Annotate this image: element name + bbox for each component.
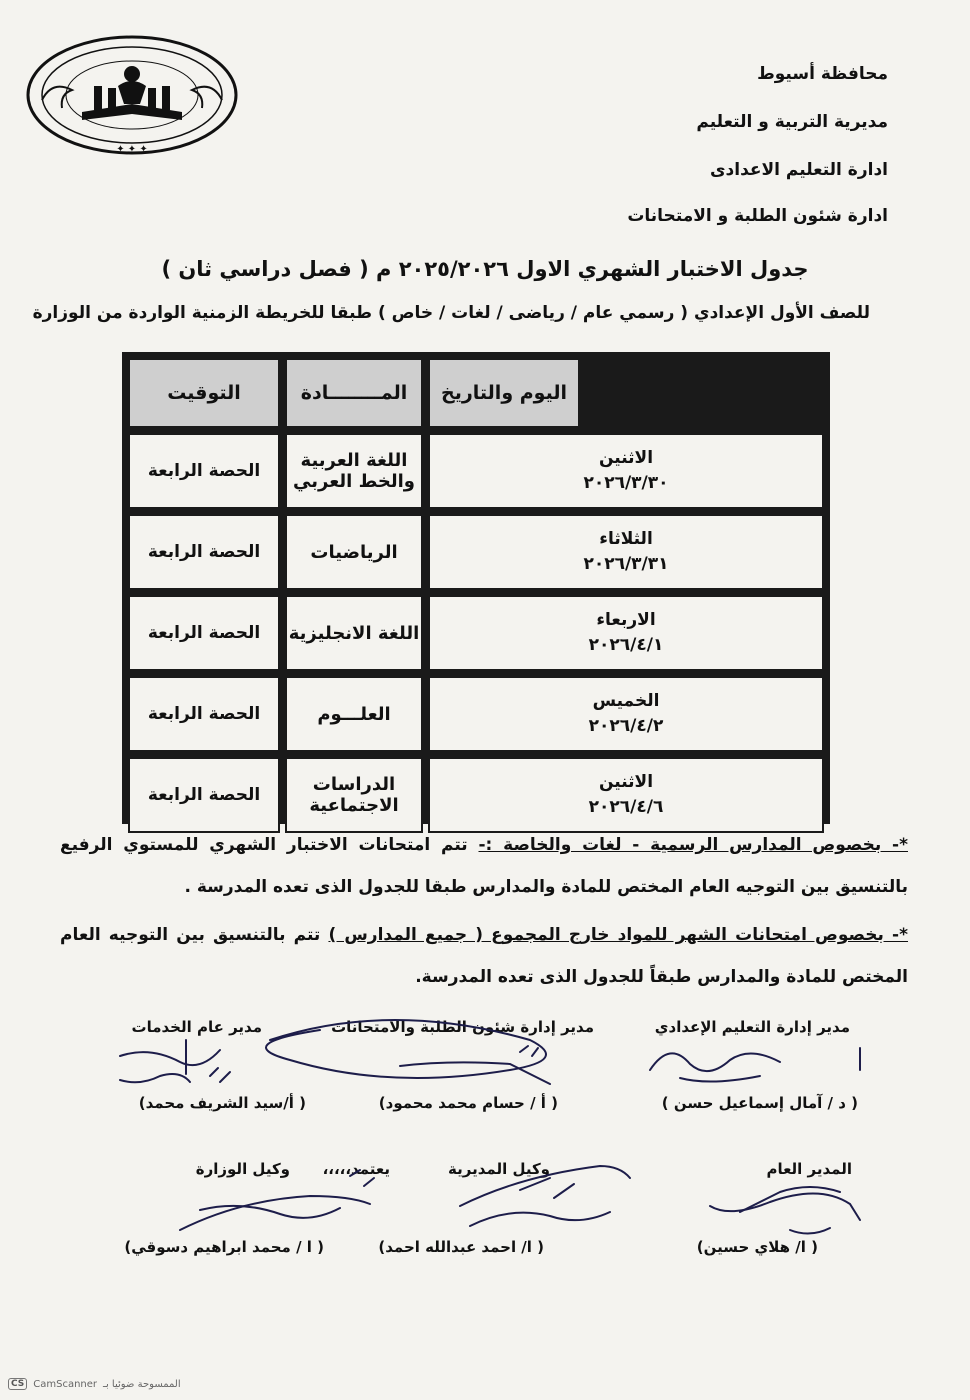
signatory-title: مدير إدارة التعليم الإعدادي: [654, 1018, 850, 1036]
document-subtitle: للصف الأول الإعدادي ( رسمي عام / رياضى / لغات / خاص ) طبقا للخريطة الزمنية الواردة من الوزارة: [32, 303, 870, 323]
signatory-title: وكيل المديرية: [448, 1160, 550, 1178]
row-day-date: [428, 433, 824, 509]
svg-text:✦ ✦ ✦: ✦ ✦ ✦: [116, 144, 148, 155]
row-subject: العلـــوم: [285, 676, 423, 752]
note2-lead: *- بخصوص امتحانات الشهر للمواد خارج المجموع ( جميع المدارس ): [328, 925, 909, 945]
row-subject: الدراسات الاجتماعية: [285, 757, 423, 833]
row-day-date: [428, 676, 824, 752]
signatory-name: ( ا / محمد ابراهيم دسوقي): [124, 1238, 324, 1256]
row-day: الاربعاء: [596, 610, 656, 631]
note1-body: تتم امتحانات الاختبار الشهري للمستوي الرفيع بالتنسيق بين التوجيه العام المختص للمادة والمدارس طبقا للجدول الذى تعده المدرسة .: [60, 835, 908, 897]
department-name: ادارة شئون الطلبة و الامتحانات: [627, 206, 888, 226]
exam-schedule-table: [122, 352, 830, 824]
row-subject: الرياضيات: [285, 514, 423, 590]
scanner-app-name: CamScanner: [33, 1378, 98, 1390]
signatory-title: مدير عام الخدمات: [131, 1018, 262, 1036]
row-date: ٢٠٢٦/٤/٦: [588, 797, 664, 817]
signatory-title: وكيل الوزارة: [195, 1160, 290, 1178]
note-official-schools: [60, 824, 908, 908]
header-time: التوقيت: [128, 358, 280, 428]
row-subject: اللغة الانجليزية: [285, 595, 423, 671]
row-day-date: [428, 757, 824, 833]
scanner-caption: الممسوحة ضوئيا بـ: [103, 1378, 181, 1390]
row-time: الحصة الرابعة: [128, 757, 280, 833]
signatory-name: ( ا/ احمد عبدالله احمد): [378, 1238, 544, 1256]
administration-name: ادارة التعليم الاعدادى: [709, 160, 888, 180]
row-day-date: [428, 595, 824, 671]
row-time: الحصة الرابعة: [128, 595, 280, 671]
signatory-name: ( أ/سيد الشريف محمد): [138, 1094, 306, 1112]
directorate-name: مديرية التربية و التعليم: [696, 112, 888, 132]
governorate-name: محافظة أسيوط: [757, 64, 888, 84]
row-date: ٢٠٢٦/٣/٣٠: [583, 473, 669, 493]
row-date: ٢٠٢٦/٤/١: [588, 635, 664, 655]
row-day: الخميس: [592, 691, 660, 712]
directorate-logo: [22, 30, 242, 160]
signatory-title: مدير إدارة شئون الطلبة والامتحانات: [331, 1018, 594, 1036]
row-time: الحصة الرابعة: [128, 676, 280, 752]
row-time: الحصة الرابعة: [128, 433, 280, 509]
approval-label: يعتمد،،،،،: [322, 1160, 390, 1178]
header-subject: المــــــــادة: [285, 358, 423, 428]
header-day: اليوم والتاريخ: [428, 358, 580, 428]
row-day: الثلاثاء: [599, 529, 653, 550]
signatory-name: ( أ / حسام محمد محمود): [378, 1094, 558, 1112]
row-date: ٢٠٢٦/٣/٣١: [583, 554, 669, 574]
scanner-footer: [8, 1378, 181, 1390]
row-day: الاثنين: [598, 448, 654, 469]
row-time: الحصة الرابعة: [128, 514, 280, 590]
camscanner-icon: CS: [8, 1378, 27, 1390]
row-day-date: [428, 514, 824, 590]
signatory-title: المدير العام: [766, 1160, 852, 1178]
note2-body: تتم بالتنسيق بين التوجيه العام المختص للمادة والمدارس طبقاً للجدول الذى تعده المدرسة.: [60, 925, 908, 987]
row-day: الاثنين: [598, 772, 654, 793]
signatory-name: ( د / آمال إسماعيل حسن ): [661, 1094, 858, 1112]
row-subject: اللغة العربية والخط العربي: [285, 433, 423, 509]
note1-lead: *- بخصوص المدارس الرسمية - لغات والخاصة :-: [478, 835, 908, 855]
note-extra-subjects: [60, 914, 908, 998]
row-date: ٢٠٢٦/٤/٢: [588, 716, 664, 736]
document-title: جدول الاختبار الشهري الاول ٢٠٢٥/٢٠٢٦ م ( فصل دراسي ثان ): [161, 257, 809, 281]
signatory-name: ( ا/ هلاي حسين): [696, 1238, 818, 1256]
